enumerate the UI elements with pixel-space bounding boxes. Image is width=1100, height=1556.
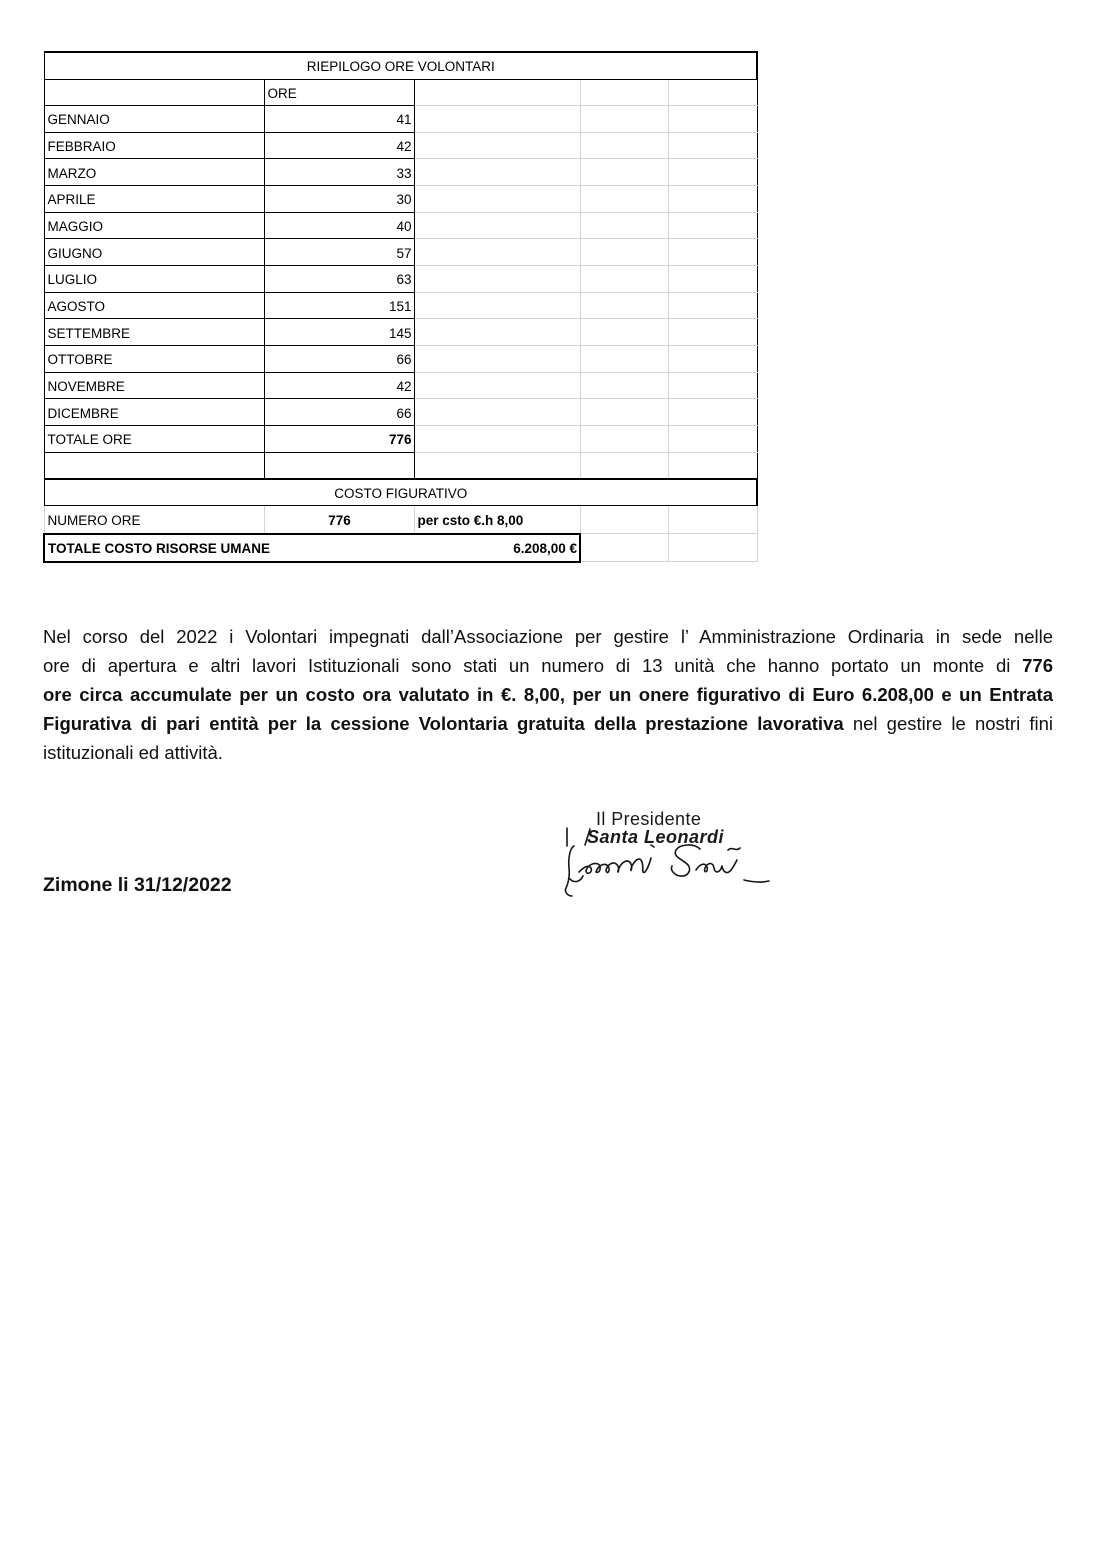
hours-cell: 66: [264, 346, 414, 373]
total-hours: 776: [264, 426, 414, 453]
paragraph-line: [43, 680, 1053, 709]
empty-cell: [414, 426, 580, 453]
cost-section-title: COSTO FIGURATIVO: [44, 479, 757, 506]
signature-stroke: [696, 860, 737, 873]
cost-section-row: [44, 479, 757, 506]
table-row: [44, 266, 757, 293]
month-cell: GIUGNO: [44, 239, 264, 266]
empty-cell: [580, 372, 668, 399]
table-row: [44, 399, 757, 426]
hours-count-label: NUMERO ORE: [44, 506, 264, 534]
table-row: [44, 319, 757, 346]
description-paragraph: [43, 622, 1053, 767]
empty-cell: [414, 132, 580, 159]
month-cell: SETTEMBRE: [44, 319, 264, 346]
title-row: [44, 52, 757, 79]
month-cell: MARZO: [44, 159, 264, 186]
empty-cell: [414, 239, 580, 266]
signatory-role: Il Presidente: [596, 809, 702, 829]
hours-cell: 41: [264, 106, 414, 133]
month-cell: APRILE: [44, 186, 264, 213]
handwritten-signature: [555, 800, 780, 905]
empty-cell: [44, 79, 264, 106]
month-cell: LUGLIO: [44, 266, 264, 293]
hours-cell: 30: [264, 186, 414, 213]
table-row: [44, 132, 757, 159]
total-row: [44, 426, 757, 453]
empty-cell: [668, 452, 757, 479]
empty-cell: [668, 79, 757, 106]
empty-cell: [580, 506, 668, 534]
empty-cell: [580, 159, 668, 186]
empty-cell: [668, 534, 757, 562]
empty-cell: [668, 372, 757, 399]
table-row: [44, 212, 757, 239]
empty-cell: [580, 239, 668, 266]
table-row: [44, 346, 757, 373]
paragraph-bold-text: ore circa accumulate per un costo ora valutato in €. 8,00, per un onere figurativo di Euro 6.208,00 e un Entrata: [43, 684, 1053, 705]
empty-row: [44, 452, 757, 479]
stamp-mark: [585, 829, 590, 845]
hours-cell: 42: [264, 372, 414, 399]
empty-cell: [414, 346, 580, 373]
empty-cell: [668, 159, 757, 186]
empty-cell: [414, 452, 580, 479]
hours-cell: 40: [264, 212, 414, 239]
empty-cell: [580, 132, 668, 159]
total-cost-label: TOTALE COSTO RISORSE UMANE: [44, 534, 414, 562]
hours-count-value: 776: [264, 506, 414, 534]
place-and-date: Zimone li 31/12/2022: [43, 874, 232, 896]
signature-stroke: [671, 845, 700, 876]
paragraph-text: istituzionali ed attività.: [43, 742, 223, 763]
month-cell: AGOSTO: [44, 292, 264, 319]
empty-cell: [414, 186, 580, 213]
paragraph-bold-text: Figurativa di pari entità per la cessione Volontaria gratuita della prestazione lavorativa: [43, 713, 844, 734]
empty-cell: [414, 79, 580, 106]
empty-cell: [414, 212, 580, 239]
empty-cell: [668, 106, 757, 133]
volunteer-hours-table: [43, 51, 758, 563]
month-cell: OTTOBRE: [44, 346, 264, 373]
paragraph-line: [43, 651, 1053, 680]
empty-cell: [668, 212, 757, 239]
table-row: [44, 292, 757, 319]
empty-cell: [668, 186, 757, 213]
empty-cell: [580, 319, 668, 346]
month-cell: DICEMBRE: [44, 399, 264, 426]
empty-cell: [414, 292, 580, 319]
total-cost-value: 6.208,00 €: [414, 534, 580, 562]
hours-cell: 33: [264, 159, 414, 186]
table-row: [44, 159, 757, 186]
empty-cell: [580, 212, 668, 239]
hours-cell: 66: [264, 399, 414, 426]
hours-cell: 63: [264, 266, 414, 293]
empty-cell: [580, 106, 668, 133]
empty-cell: [580, 534, 668, 562]
total-label: TOTALE ORE: [44, 426, 264, 453]
signatory-name: Santa Leonardi: [587, 827, 725, 847]
header-row: [44, 79, 757, 106]
empty-cell: [44, 452, 264, 479]
hours-cell: 145: [264, 319, 414, 346]
signature-stroke: [728, 848, 740, 850]
empty-cell: [580, 426, 668, 453]
table-row: [44, 372, 757, 399]
empty-cell: [668, 346, 757, 373]
table-title: RIEPILOGO ORE VOLONTARI: [44, 52, 757, 79]
empty-cell: [414, 372, 580, 399]
empty-cell: [668, 426, 757, 453]
empty-cell: [668, 319, 757, 346]
table-row: [44, 186, 757, 213]
empty-cell: [668, 239, 757, 266]
paragraph-line: [43, 709, 1053, 738]
empty-cell: [414, 159, 580, 186]
paragraph-text: Nel corso del 2022 i Volontari impegnati dall’Associazione per gestire l’ Amministrazione Ordinaria in sede nelle: [43, 626, 1053, 647]
paragraph-line: [43, 738, 1053, 767]
empty-cell: [580, 452, 668, 479]
empty-cell: [414, 266, 580, 293]
empty-cell: [668, 266, 757, 293]
total-cost-row: [44, 534, 757, 562]
signature-stroke: [579, 858, 651, 873]
table-body: [44, 52, 757, 562]
table-row: [44, 106, 757, 133]
signature-stroke: [651, 845, 654, 847]
hourly-rate-label: per csto €.h 8,00: [414, 506, 580, 534]
empty-cell: [668, 132, 757, 159]
hours-column-header: ORE: [264, 79, 414, 106]
empty-cell: [580, 266, 668, 293]
empty-cell: [668, 506, 757, 534]
empty-cell: [668, 292, 757, 319]
paragraph-text: nel gestire le nostri fini: [852, 713, 1054, 734]
month-cell: FEBBRAIO: [44, 132, 264, 159]
hours-cell: 57: [264, 239, 414, 266]
empty-cell: [580, 399, 668, 426]
empty-cell: [580, 79, 668, 106]
hours-count-row: [44, 506, 757, 534]
hours-cell: 151: [264, 292, 414, 319]
empty-cell: [414, 106, 580, 133]
empty-cell: [580, 346, 668, 373]
empty-cell: [264, 452, 414, 479]
month-cell: MAGGIO: [44, 212, 264, 239]
hours-cell: 42: [264, 132, 414, 159]
month-cell: GENNAIO: [44, 106, 264, 133]
empty-cell: [580, 292, 668, 319]
empty-cell: [668, 399, 757, 426]
month-cell: NOVEMBRE: [44, 372, 264, 399]
paragraph-line: [43, 622, 1053, 651]
signature-stroke: [744, 880, 769, 882]
table-row: [44, 239, 757, 266]
empty-cell: [414, 399, 580, 426]
paragraph-text: ore di apertura e altri lavori Istituzionali sono stati un numero di 13 unità che hanno portato un monte di: [43, 655, 1011, 676]
empty-cell: [414, 319, 580, 346]
paragraph-bold-text: 776: [1022, 655, 1053, 676]
empty-cell: [580, 186, 668, 213]
